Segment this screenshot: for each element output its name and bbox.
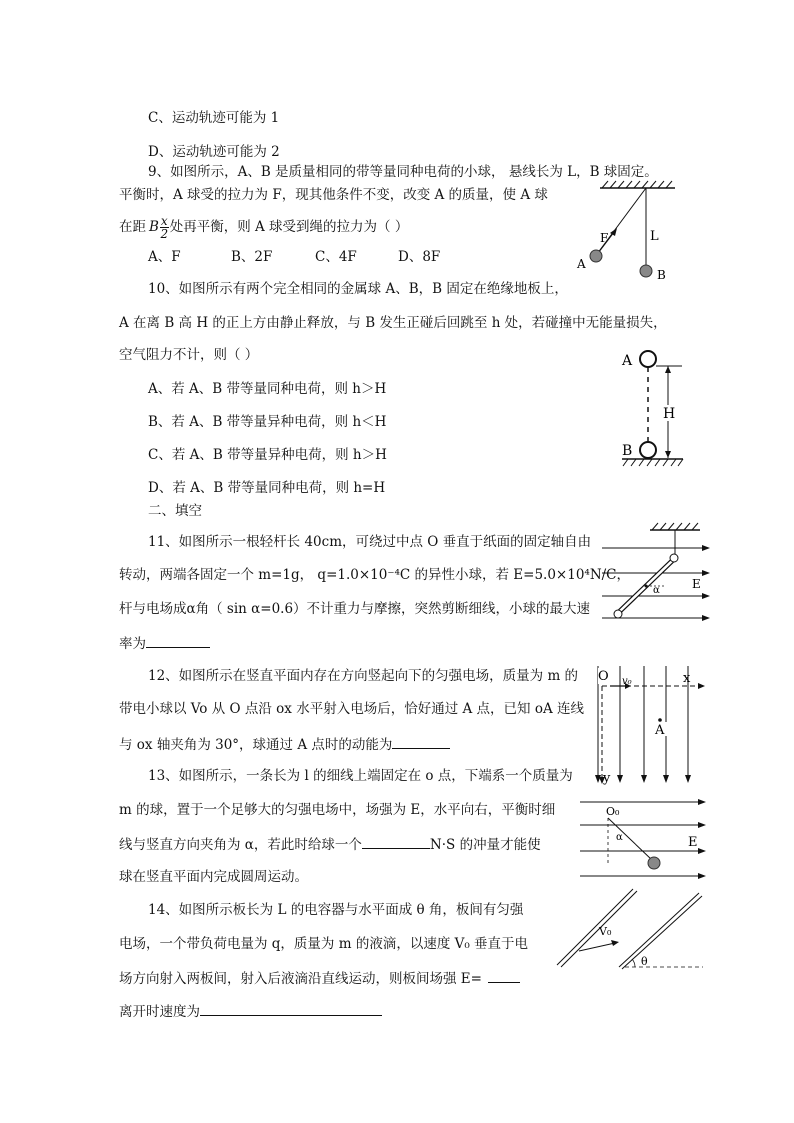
q14-label-v0: V₀	[599, 925, 612, 938]
q9-line3-pre: 在距	[119, 219, 146, 235]
q9-label-l: L	[650, 229, 659, 244]
q14-line1: 14、如图所示板长为 L 的电容器与水平面成 θ 角，板间有匀强	[148, 902, 524, 918]
q10-height-arrowhead-top	[665, 366, 671, 373]
q12-x-arrowhead	[698, 683, 705, 689]
q10-ball-a	[640, 351, 656, 367]
q13-line2: m 的球，置于一个足够大的匀强电场中，场强为 E，水平向右，平衡时细	[119, 802, 556, 818]
q13-label-alpha: α	[616, 832, 623, 843]
q10-figure	[620, 345, 685, 470]
q13-line3-pre: 线与竖直方向夹角为 α，若此时给球一个	[119, 837, 362, 853]
q13-field-lines	[580, 802, 704, 876]
q14-line4	[119, 1001, 382, 1021]
q13-line3	[119, 834, 541, 854]
q14-velocity-arrowhead	[611, 940, 619, 946]
q10-line1: 10、如图所示有两个完全相同的金属球 A、B，B 固定在绝缘地板上，	[148, 281, 568, 297]
q11-ball-top	[670, 554, 678, 562]
q12-point-a	[658, 718, 662, 722]
q11-ceiling-hatch	[652, 523, 698, 530]
q11-pivot	[645, 585, 648, 588]
q9-frac-num: x	[160, 214, 168, 228]
q12-label-a: A	[655, 723, 665, 738]
q11-answer-blank[interactable]	[146, 633, 210, 648]
q12-label-o: O	[598, 669, 609, 684]
q12-label-v0: v₀	[622, 676, 632, 687]
q14-figure	[555, 885, 705, 975]
q13-line1: 13、如图所示，一条长为 l 的细线上端固定在 o 点，下端系一个质量为	[148, 768, 573, 784]
q9-line3-b: B	[149, 219, 159, 235]
q11-line3: 杆与电场成α角（ sin α=0.6）不计重力与摩擦，突然剪断细线，小球的最大速	[119, 601, 591, 617]
q12-line3-text: 与 ox 轴夹角为 30°，球通过 A 点时的动能为	[119, 737, 393, 753]
q9-line2: 平衡时，A 球受的拉力为 F，现其他条件不变，改变 A 的质量，使 A 球	[119, 187, 548, 203]
q12-line3	[119, 734, 450, 754]
q14-line4-text: 离开时速度为	[119, 1004, 200, 1020]
section-fill-in-title: 二、填空	[148, 503, 202, 519]
q9-frac-den: 2	[160, 227, 169, 241]
q11-field-arrowheads	[702, 545, 710, 621]
q9-label-a: A	[577, 257, 586, 271]
q11-line4-text: 率为	[119, 636, 146, 652]
q9-option-a: A、F	[148, 249, 181, 265]
q9-label-f: F	[600, 231, 609, 245]
q13-label-o: O₀	[606, 805, 620, 818]
q14-line3-text: 场方向射入两板间，射入后液滴沿直线运动，则板间场强 E=	[119, 971, 482, 987]
prev-option-c: C、运动轨迹可能为 1	[148, 110, 280, 126]
q13-line4: 球在竖直平面内完成圆周运动。	[119, 869, 308, 885]
q10-option-b: B、若 A、B 带等量异种电荷，则 h＜H	[148, 414, 387, 430]
q14-angle-arc	[632, 959, 635, 967]
q13-thread	[608, 818, 652, 860]
q11-ball-bottom	[614, 610, 622, 618]
q9-option-c: C、4F	[315, 249, 357, 265]
q13-label-e: E	[688, 835, 698, 850]
q12-line2: 带电小球以 Vo 从 O 点沿 ox 水平射入电场后，恰好通过 A 点，已知 oA 连线	[119, 701, 584, 717]
q10-height-arrowhead-bottom	[665, 451, 671, 458]
q9-line3	[119, 212, 408, 242]
q9-ceiling-hatch	[602, 181, 672, 188]
q11-label-e: E	[692, 577, 701, 591]
q14-upper-plate	[619, 893, 702, 969]
q13-line3-post: N·S 的冲量才能使	[429, 837, 541, 853]
q9-pendulum-figure	[570, 180, 680, 280]
q9-line3-post: 处再平衡，则 A 球受到绳的拉力为（ ）	[169, 219, 409, 235]
q10-label-a: A	[622, 353, 633, 369]
q10-ball-b	[640, 442, 656, 458]
q11-line4	[119, 633, 210, 653]
q10-floor-hatch	[623, 459, 683, 466]
q10-line3: 空气阻力不计，则（ ）	[119, 347, 259, 363]
q13-field-arrowheads	[698, 799, 706, 879]
q9-option-d: D、8F	[398, 249, 441, 265]
q12-line1: 12、如图所示在竖直平面内存在方向竖起向下的匀强电场，质量为 m 的	[148, 668, 579, 684]
q10-line2: A 在离 B 高 H 的正上方由静止释放，与 B 发生正碰后回跳至 h 处，若碰撞中无能量损失，	[119, 315, 667, 331]
q11-line1: 11、如图所示一根轻杆长 40cm，可绕过中点 O 垂直于纸面的固定轴自由	[148, 534, 592, 550]
q13-figure	[578, 798, 708, 883]
q10-option-c: C、若 A、B 带等量异种电荷，则 h＞H	[148, 447, 387, 463]
q14-line2: 电场，一个带负荷电量为 q，质量为 m 的液滴，以速度 V₀ 垂直于电	[119, 936, 529, 952]
q10-label-h: H	[663, 406, 676, 422]
q9-label-b: B	[657, 268, 666, 280]
q9-line1: 9、如图所示，A、B 是质量相同的带等量同种电荷的小球， 悬线长为 L，B 球固定。	[148, 164, 658, 180]
q12-answer-blank[interactable]	[392, 734, 450, 749]
q12-label-x: x	[683, 671, 691, 686]
prev-option-d: D、运动轨迹可能为 2	[148, 144, 280, 160]
q9-ball-a	[590, 250, 602, 262]
q9-ball-b	[640, 265, 652, 277]
q11-line2: 转动，两端各固定一个 m=1g， q=1.0×10⁻⁴C 的异性小球，若 E=5.0×10⁴N/C，	[119, 567, 631, 583]
q11-label-alpha: α	[653, 585, 660, 596]
q13-ball	[648, 857, 660, 869]
q10-label-b: B	[622, 443, 633, 459]
q11-figure	[600, 518, 712, 630]
q14-label-theta: θ	[641, 955, 648, 968]
q9-option-b: B、2F	[231, 249, 273, 265]
q14-line3	[119, 968, 520, 988]
q10-option-d: D、若 A、B 带等量同种电荷，则 h=H	[148, 480, 386, 496]
q12-figure	[590, 660, 708, 790]
q10-option-a: A、若 A、B 带等量同种电荷，则 h＞H	[148, 381, 387, 397]
q13-answer-blank[interactable]	[362, 834, 430, 849]
q14-field-blank[interactable]	[488, 968, 520, 983]
q14-velocity-blank[interactable]	[200, 1001, 382, 1016]
q14-lower-plate	[557, 889, 637, 967]
q12-label-y: y	[603, 771, 611, 786]
q9-fraction	[160, 215, 169, 240]
